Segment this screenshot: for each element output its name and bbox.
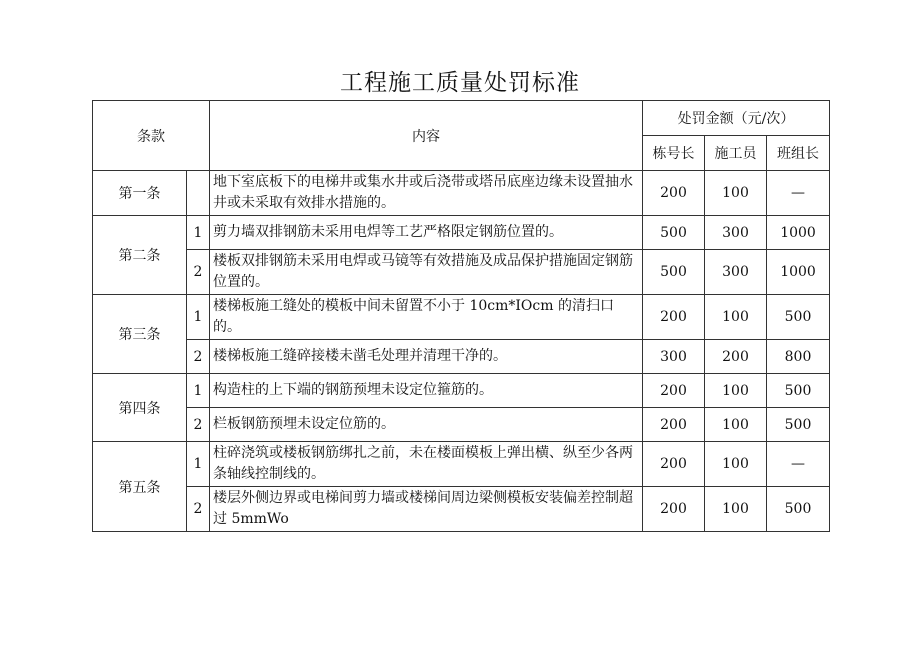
table-row [93, 171, 830, 216]
clause-cell: 第一条 [93, 171, 187, 216]
penalty-table [92, 100, 830, 532]
header-row [93, 101, 830, 136]
sub-index-cell: 2 [187, 340, 210, 374]
sub-index-cell: 2 [187, 408, 210, 442]
content-cell: 柱碎浇筑或楼板钢筋绑扎之前，未在楼面模板上弹出横、纵至少各两条轴线控制线的。 [210, 442, 643, 487]
clause-cell: 第二条 [93, 216, 187, 295]
amount-cell: 100 [705, 171, 767, 216]
amount-cell: 200 [643, 487, 705, 532]
amount-cell: 1000 [767, 216, 830, 250]
amount-cell: 100 [705, 487, 767, 532]
amount-cell: 300 [705, 216, 767, 250]
content-cell: 地下室底板下的电梯井或集水井或后浇带或塔吊底座边缘未设置抽水井或未采取有效排水措施的。 [210, 171, 643, 216]
content-cell: 构造柱的上下端的钢筋预埋未设定位箍筋的。 [210, 374, 643, 408]
amount-cell: 100 [705, 374, 767, 408]
sub-index-cell: 2 [187, 487, 210, 532]
amount-cell: — [767, 442, 830, 487]
clause-cell: 第四条 [93, 374, 187, 442]
header-col-building-manager: 栋号长 [643, 136, 705, 171]
sub-index-cell: 1 [187, 374, 210, 408]
amount-cell: — [767, 171, 830, 216]
header-col-constructor: 施工员 [705, 136, 767, 171]
amount-cell: 100 [705, 442, 767, 487]
header-col-team-leader: 班组长 [767, 136, 830, 171]
amount-cell: 800 [767, 340, 830, 374]
amount-cell: 100 [705, 295, 767, 340]
content-cell: 楼层外侧边界或电梯间剪力墙或楼梯间周边梁侧模板安装偏差控制超过 5mmWo [210, 487, 643, 532]
amount-cell: 200 [643, 295, 705, 340]
amount-cell: 300 [643, 340, 705, 374]
sub-index-cell: 2 [187, 250, 210, 295]
amount-cell: 500 [643, 216, 705, 250]
amount-cell: 500 [643, 250, 705, 295]
table-row [93, 295, 830, 340]
table-row [93, 340, 830, 374]
content-cell: 楼梯板施工缝碎接楼未凿毛处理并清理干净的。 [210, 340, 643, 374]
sub-index-cell: 1 [187, 295, 210, 340]
content-cell: 剪力墙双排钢筋未采用电焊等工艺严格限定钢筋位置的。 [210, 216, 643, 250]
clause-cell: 第五条 [93, 442, 187, 532]
table-row [93, 250, 830, 295]
amount-cell: 500 [767, 408, 830, 442]
amount-cell: 200 [643, 171, 705, 216]
amount-cell: 500 [767, 374, 830, 408]
sub-index-cell: 1 [187, 216, 210, 250]
content-cell: 楼梯板施工缝处的模板中间未留置不小于 10cm*IOcm 的清扫口的。 [210, 295, 643, 340]
table-row [93, 442, 830, 487]
header-clause: 条款 [93, 101, 210, 171]
table-row [93, 487, 830, 532]
header-penalty-group: 处罚金额（元/次） [643, 101, 830, 136]
sub-index-cell: 1 [187, 442, 210, 487]
amount-cell: 200 [705, 340, 767, 374]
amount-cell: 1000 [767, 250, 830, 295]
amount-cell: 200 [643, 442, 705, 487]
table-row [93, 408, 830, 442]
content-cell: 栏板钢筋预埋未设定位筋的。 [210, 408, 643, 442]
amount-cell: 500 [767, 487, 830, 532]
content-cell: 楼板双排钢筋未采用电焊或马镜等有效措施及成品保护措施固定钢筋位置的。 [210, 250, 643, 295]
table-row [93, 216, 830, 250]
page-title: 工程施工质量处罚标准 [340, 70, 580, 96]
amount-cell: 100 [705, 408, 767, 442]
amount-cell: 500 [767, 295, 830, 340]
header-content: 内容 [210, 101, 643, 171]
sub-index-cell [187, 171, 210, 216]
table-row [93, 374, 830, 408]
clause-cell: 第三条 [93, 295, 187, 374]
amount-cell: 200 [643, 408, 705, 442]
amount-cell: 200 [643, 374, 705, 408]
amount-cell: 300 [705, 250, 767, 295]
